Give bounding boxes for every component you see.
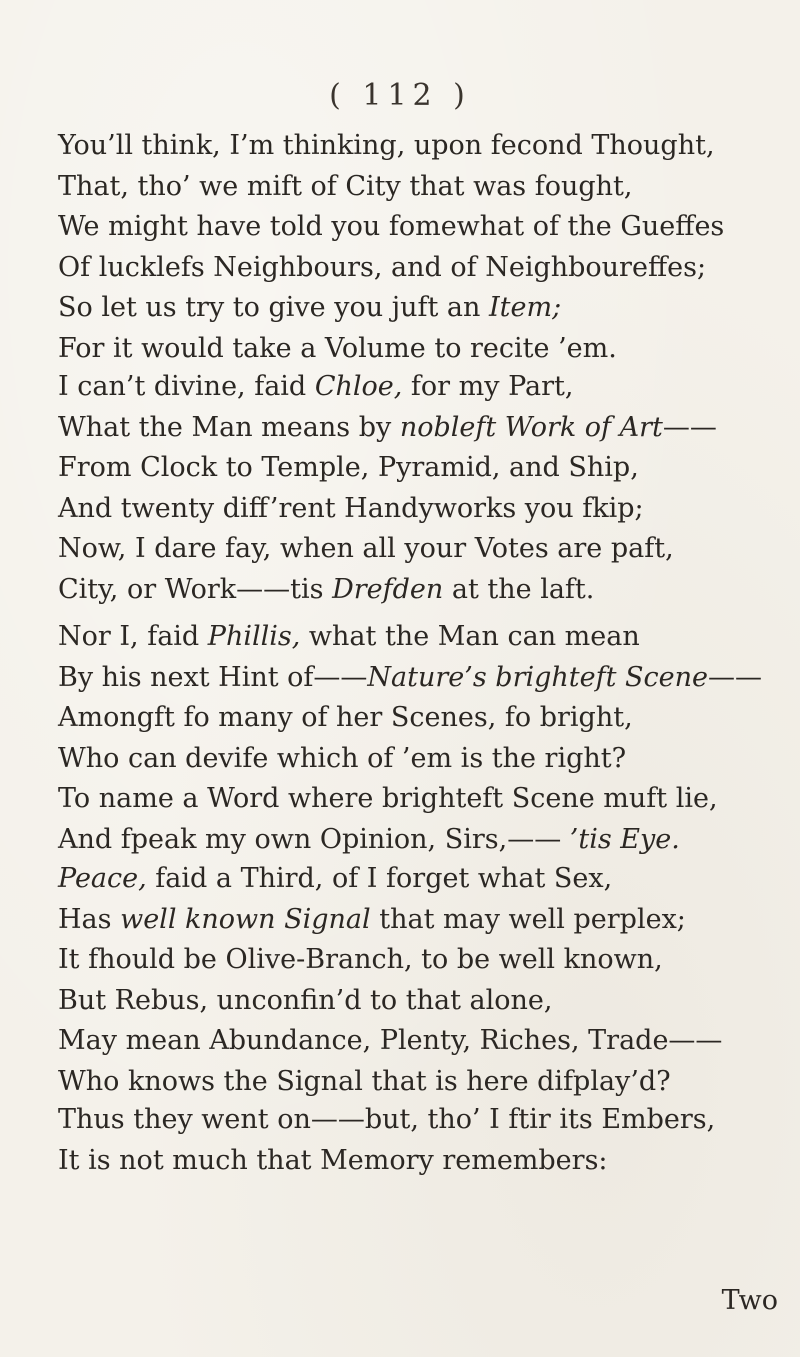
verse-line	[58, 739, 788, 780]
text-segment: Nor I, faid	[58, 621, 208, 652]
verse-line	[58, 489, 788, 530]
verse-line	[58, 126, 788, 167]
italic-text: Item;	[488, 292, 562, 324]
text-segment: From Clock to Temple, Pyramid, and Ship,	[58, 452, 639, 484]
stanza-5	[58, 1100, 788, 1181]
text-segment: That, tho’ we mift of City that was fought,	[58, 170, 633, 202]
verse-line	[58, 981, 788, 1022]
text-segment: ——	[708, 661, 763, 693]
verse-line	[58, 658, 788, 699]
verse-line	[58, 570, 788, 611]
stanza-3	[58, 617, 788, 861]
catchword: Two	[721, 1285, 778, 1316]
text-segment: ——	[662, 411, 717, 443]
verse-line	[58, 408, 788, 449]
italic-text: well known Signal	[120, 903, 371, 935]
italic-text: Peace,	[58, 863, 147, 894]
italic-text: Chloe,	[314, 371, 403, 402]
text-segment: It is not much that Memory remembers:	[58, 1144, 608, 1176]
italic-text: nobleft Work of Art	[399, 411, 663, 443]
page-number: ( 112 )	[329, 78, 471, 113]
verse-line	[58, 167, 788, 208]
text-segment: Now, I dare fay, when all your Votes are paft,	[58, 533, 674, 565]
text-segment: City, or Work——tis	[58, 573, 333, 605]
text-segment: Thus they went on——but, tho’ I ftir its Embers,	[58, 1104, 716, 1135]
verse-line	[58, 367, 788, 408]
verse-line	[58, 940, 788, 981]
text-segment: And fpeak my own Opinion, Sirs,——	[58, 823, 570, 855]
text-segment: Who knows the Signal that is here difplay’d?	[58, 1065, 671, 1097]
stanza-1	[58, 126, 788, 370]
text-segment: Amongft fo many of her Scenes, fo bright,	[58, 702, 633, 734]
verse-line	[58, 529, 788, 570]
verse-line	[58, 1062, 788, 1103]
stanza-2	[58, 367, 788, 611]
italic-text: Nature’s brighteft Scene	[367, 661, 709, 693]
verse-line	[58, 779, 788, 820]
verse-line	[58, 329, 788, 370]
text-segment: For it would take a Volume to recite ’em.	[58, 332, 617, 364]
text-segment: What the Man means by	[58, 411, 400, 443]
verse-line	[58, 1021, 788, 1062]
text-segment: Has	[58, 903, 121, 935]
text-segment: But Rebus, unconfin’d to that alone,	[58, 984, 553, 1016]
text-segment: And twenty diff’rent Handyworks you fkip;	[58, 492, 644, 524]
text-segment: for my Part,	[402, 371, 574, 402]
text-segment: faid a Third, of I forget what Sex,	[146, 863, 613, 894]
text-segment: So let us try to give you juft an	[58, 292, 489, 324]
text-segment: May mean Abundance, Plenty, Riches, Trade——	[58, 1025, 723, 1057]
text-segment: Who can devife which of ’em is the right?	[58, 742, 627, 774]
text-segment: at the laft.	[443, 573, 595, 605]
verse-line	[58, 698, 788, 739]
verse-line	[58, 820, 788, 861]
verse-line	[58, 900, 788, 941]
text-segment: that may well perplex;	[370, 903, 686, 935]
text-segment: To name a Word where brighteft Scene muft lie,	[58, 783, 718, 815]
italic-text: ’tis Eye.	[569, 823, 680, 855]
stanza-4	[58, 859, 788, 1103]
verse-line	[58, 617, 788, 658]
italic-text: Drefden	[332, 573, 444, 605]
text-segment: I can’t divine, faid	[58, 371, 315, 402]
verse-line	[58, 859, 788, 900]
verse-line	[58, 207, 788, 248]
text-segment: You’ll think, I’m thinking, upon fecond Thought,	[58, 130, 715, 161]
text-segment: We might have told you fomewhat of the Gueffes	[58, 211, 725, 243]
text-segment: It fhould be Olive-Branch, to be well known,	[58, 944, 663, 976]
text-segment: what the Man can mean	[300, 621, 640, 652]
verse-line	[58, 248, 788, 289]
verse-line	[58, 448, 788, 489]
verse-line	[58, 1100, 788, 1141]
text-segment: By his next Hint of——	[58, 661, 368, 693]
verse-line	[58, 288, 788, 329]
verse-line	[58, 1141, 788, 1182]
italic-text: Phillis,	[207, 621, 301, 652]
text-segment: Of lucklefs Neighbours, and of Neighboureffes;	[58, 251, 707, 283]
